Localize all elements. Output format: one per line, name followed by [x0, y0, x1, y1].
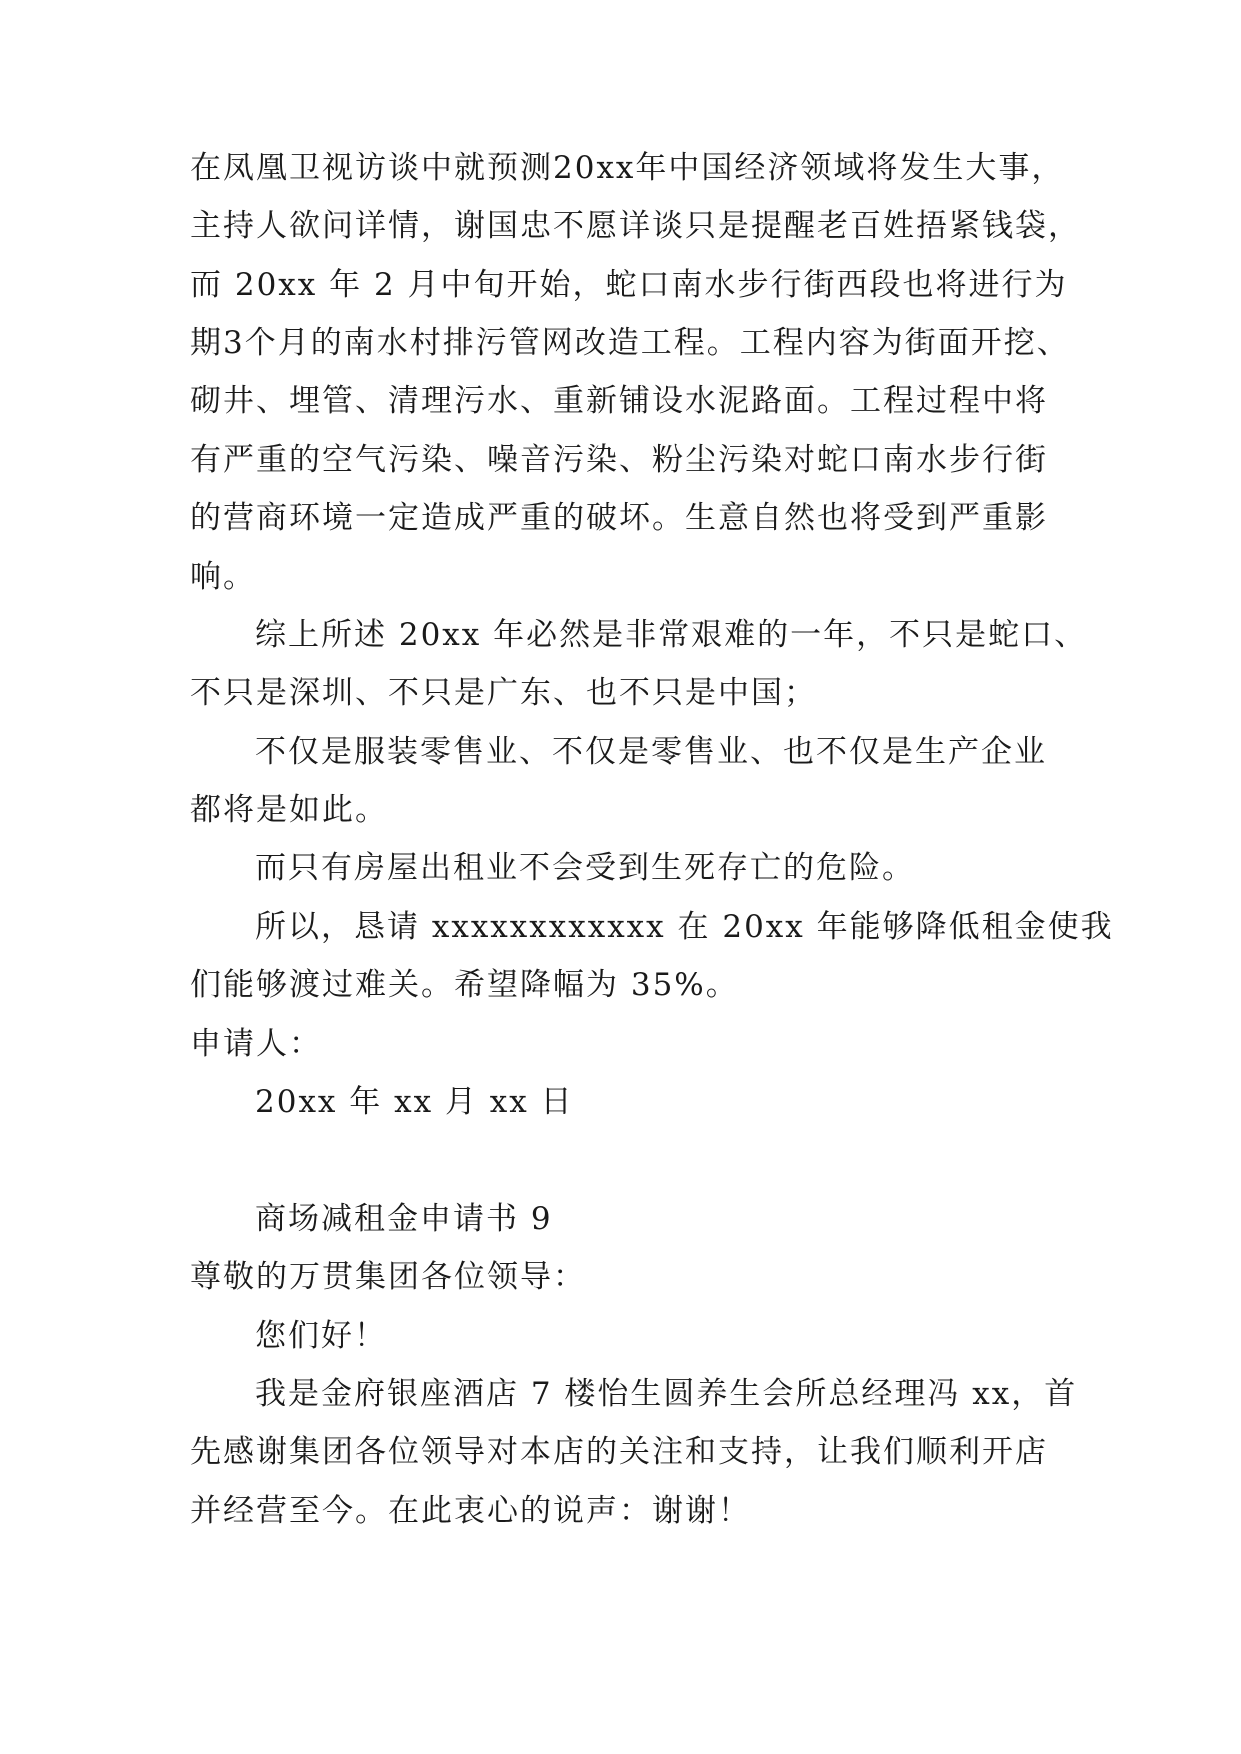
paragraph-line: 我是金府银座酒店 7 楼怡生圆养生会所总经理冯 xx，首 [255, 1376, 1078, 1412]
paragraph-line: 而 20xx 年 2 月中旬开始，蛇口南水步行街西段也将进行为 [190, 267, 1068, 303]
paragraph-line: 综上所述 20xx 年必然是非常艰难的一年，不只是蛇口、 [255, 617, 1088, 653]
paragraph-line: 并经营至今。在此衷心的说声：谢谢！ [190, 1493, 751, 1529]
paragraph-line: 有严重的空气污染、噪音污染、粉尘污染对蛇口南水步行街 [190, 442, 1048, 478]
paragraph-line: 们能够渡过难关。希望降幅为 35%。 [190, 967, 739, 1003]
paragraph-line: 砌井、埋管、清理污水、重新铺设水泥路面。工程过程中将 [190, 383, 1048, 419]
salutation: 尊敬的万贯集团各位领导： [190, 1259, 586, 1295]
paragraph-line: 的营商环境一定造成严重的破坏。生意自然也将受到严重影 [190, 500, 1048, 536]
paragraph-line: 所以，恳请 xxxxxxxxxxxx 在 20xx 年能够降低租金使我 [255, 909, 1114, 945]
paragraph-line: 响。 [190, 559, 256, 595]
applicant-label: 申请人： [190, 1026, 322, 1062]
paragraph-line: 在凤凰卫视访谈中就预测20xx年中国经济领域将发生大事， [190, 150, 1065, 186]
paragraph-line: 而只有房屋出租业不会受到生死存亡的危险。 [255, 850, 915, 886]
paragraph-line: 主持人欲问详情，谢国忠不愿详谈只是提醒老百姓捂紧钱袋， [190, 208, 1081, 244]
paragraph-line: 不仅是服装零售业、不仅是零售业、也不仅是生产企业 [255, 734, 1047, 770]
paragraph-line: 不只是深圳、不只是广东、也不只是中国； [190, 675, 817, 711]
paragraph-line: 都将是如此。 [190, 792, 388, 828]
section-title: 商场减租金申请书 9 [255, 1201, 553, 1237]
date-line: 20xx 年 xx 月 xx 日 [255, 1084, 574, 1120]
paragraph-line: 期3个月的南水村排污管网改造工程。工程内容为街面开挖、 [190, 325, 1070, 361]
greeting: 您们好！ [255, 1318, 387, 1354]
paragraph-line: 先感谢集团各位领导对本店的关注和支持，让我们顺利开店 [190, 1434, 1048, 1470]
